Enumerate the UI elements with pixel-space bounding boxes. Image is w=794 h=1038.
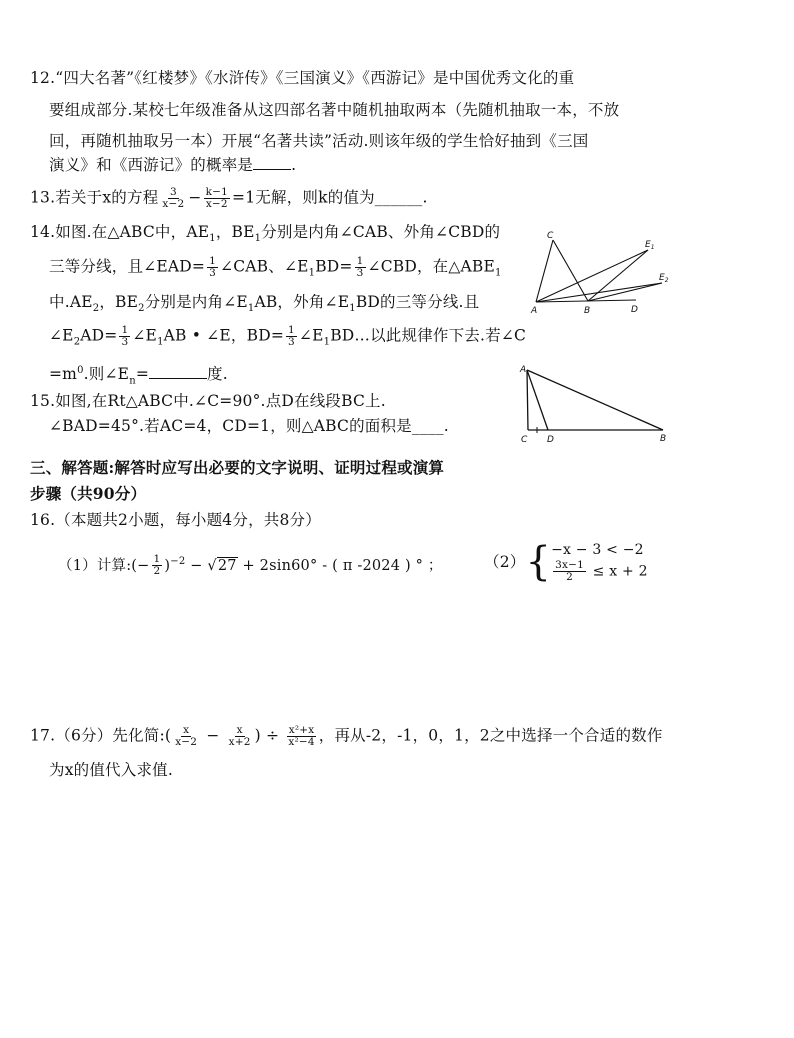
- q15-line-2: ∠BAD=45°.若AC=4，CD=1，则△ABC的面积是____.: [49, 417, 449, 435]
- label-D: D: [631, 305, 638, 315]
- label-D: D: [547, 435, 554, 445]
- label-A: A: [520, 365, 527, 375]
- fraction: $\frac{x}{x-2}$: [175, 724, 198, 748]
- q17-line-2: 为x的值代入求值.: [49, 761, 173, 779]
- line-AE2: [536, 283, 662, 302]
- label-A: A: [531, 306, 538, 316]
- answer-blank-q13: ______: [374, 188, 423, 207]
- section-3-title-line-2: 步骤（共90分）: [30, 484, 147, 503]
- q12-line-4: 演义》和《西游记》的概率是 .: [49, 156, 297, 174]
- q14-line-2: 三等分线，且∠EAD= $\frac{1}{3}$ ∠CAB、$\angle E_1BD=$ $\frac{1}{3}$ ∠CBD，在$\triangle ABE_1$: [49, 255, 502, 279]
- answer-blank-q15: ____: [411, 417, 444, 435]
- line-AD: [536, 300, 636, 302]
- q16-header: 16.（本题共2小题，每小题4分，共8分）: [30, 511, 321, 529]
- fraction: $\frac{1}{2}$: [153, 553, 161, 578]
- fraction: $\frac{3x-1}{2}$: [555, 559, 585, 583]
- label-C: C: [547, 231, 554, 241]
- fraction: $\frac{k-1}{x-2}$: [205, 186, 229, 210]
- q14-line-1: 14.如图.在△ABC中，$AE_1$，$BE_1$分别是内角∠CAB、外角∠CBD的: [30, 223, 501, 245]
- q14-line-3: 中$.AE_2$，$BE_2$分别是内角$\angle E_1AB$，外角$\angle E_1BD$的三等分线.且: [49, 293, 480, 315]
- line-AC: [527, 370, 528, 430]
- q16-part-1: （1）计算:(− $\frac{1}{2}$ )$^{-2}$ − √27 + 2sin60° - ( π -2024 ) ° ；: [58, 553, 443, 578]
- fraction: $\frac{\text{x²+x}}{\text{x²−4}}$: [288, 724, 315, 748]
- q14-triangle-figure: [528, 228, 678, 316]
- fraction: $\frac{1}{3}$: [288, 324, 295, 348]
- line-AB: [527, 370, 663, 430]
- q14-line-4: $\angle E_2AD=$ $\frac{1}{3}$ $\angle E_1AB$ • ∠E，BD= $\frac{1}{3}$ $\angle E_1BD\dots$以此规律作下去.若∠C: [49, 324, 527, 348]
- q12-line-1: 12.“四大名著”《红楼梦》《水浒传》《三国演义》《西游记》是中国优秀文化的重: [30, 69, 575, 87]
- section-3-title-line-1: 三、解答题:解答时应写出必要的文字说明、证明过程或演算: [30, 458, 445, 477]
- q15-line-1: 15.如图,在Rt△ABC中.∠C=90°.点D在线段BC上.: [30, 392, 386, 410]
- label-B: B: [584, 306, 591, 316]
- answer-blank-q14: [149, 364, 207, 379]
- label-B: B: [660, 434, 667, 444]
- label-E1: $E_1$: [645, 240, 655, 251]
- q12-line-2: 要组成部分.某校七年级准备从这四部名著中随机抽取两本（先随机抽取一本，不放: [49, 101, 620, 119]
- q12-line-3: 回，再随机抽取另一本）开展“名著共读”活动.则该年级的学生恰好抽到《三国: [49, 132, 589, 150]
- line-AD: [527, 370, 548, 430]
- fraction: $\frac{1}{3}$: [209, 255, 217, 279]
- q15-right-triangle-figure: [515, 364, 675, 446]
- q16-part-2: （2）{ −x − 3 < −2 $\frac{3x-1}{2}$ ≤ x + 2: [484, 539, 648, 585]
- fraction: $\frac{1}{3}$: [356, 255, 364, 279]
- q14-line-5: $=m^0$.则$\angle E_n=$ 度.: [49, 365, 228, 387]
- fraction: $\frac{3}{x-2}$: [162, 186, 185, 210]
- line-AC: [536, 240, 553, 302]
- q17-line-1: 17.（6分）先化简:( $\frac{x}{x-2}$ − $\frac{x}{x+2}$ ) ÷ $\frac{\text{x²+x}}{\text{x²−4}}$ ，再从-2，-1，0，1，2之中选择一个合适的数作: [30, 724, 663, 748]
- label-E2: $E_2$: [659, 273, 669, 284]
- q13-line: 13.若关于x的方程 $\frac{3}{x-2}$ − $\frac{k-1}{x-2}$ =1无解，则k的值为______.: [30, 186, 428, 210]
- line-AE1: [536, 250, 648, 302]
- fraction: $\frac{1}{3}$: [121, 324, 129, 348]
- inequality-system: −x − 3 < −2 $\frac{3x-1}{2}$ ≤ x + 2: [551, 542, 648, 583]
- system-brace: {: [525, 539, 552, 585]
- answer-blank-q12: [253, 155, 291, 170]
- fraction: $\frac{x}{x+2}$: [228, 724, 251, 748]
- label-C: C: [521, 435, 528, 445]
